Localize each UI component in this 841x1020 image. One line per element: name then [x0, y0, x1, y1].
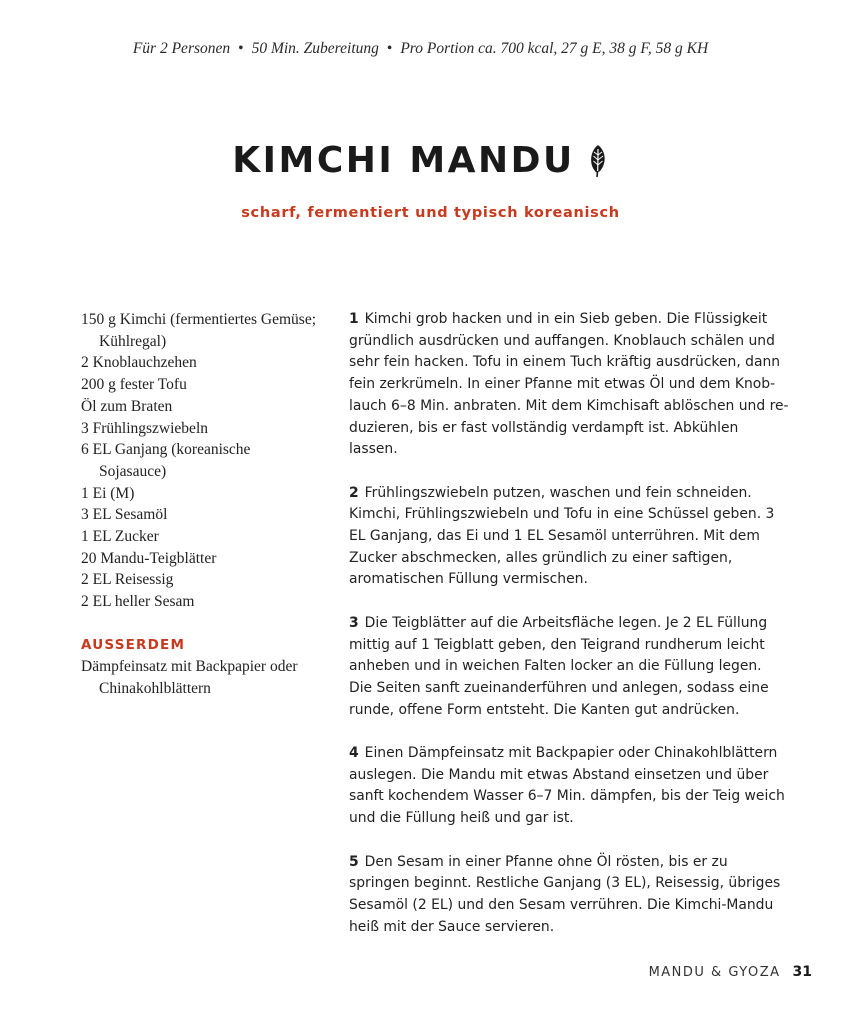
extra-heading: AUSSERDEM — [81, 636, 186, 653]
step-number: 3 — [349, 614, 359, 631]
step-2 — [349, 483, 789, 592]
nutrition-info: Pro Portion ca. 700 kcal, 27 g E, 38 g F, 58 g KH — [400, 40, 709, 57]
ingredient-item: 3 Frühlingszwiebeln — [81, 419, 208, 437]
recipe-title: KIMCHI MANDU — [232, 140, 575, 181]
separator-dot: • — [238, 40, 244, 57]
step-3 — [349, 613, 789, 722]
step-text: Die Teigblätter auf die Arbeitsfläche legen. Je 2 EL Füllung mittig auf 1 Teigblatt geben, den Teigrand rundherum leicht anheben und in weichen Falten locker an die Füllung legen. Die Seiten sanft zueinanderführen und anlegen, sodass eine runde, offene Form entsteht. Die Kanten gut andrücken. — [349, 614, 769, 718]
title-block — [0, 140, 841, 181]
ingredient-item: 2 Knoblauchzehen — [81, 354, 197, 372]
section-title: MANDU & GYOZA — [648, 965, 781, 980]
step-number: 2 — [349, 484, 359, 501]
instructions — [349, 309, 789, 960]
recipe-subtitle: scharf, fermentiert und typisch koreanisch — [241, 205, 620, 221]
step-number: 1 — [349, 311, 359, 327]
step-4 — [349, 743, 789, 830]
step-text: Frühlingszwiebeln putzen, waschen und fein schneiden. Kimchi, Frühlingszwiebeln und Tofu in eine Schüssel geben. 3 EL Ganjang, das Ei und 1 EL Sesamöl unterrühren. Mit dem Zucker abschmecken, alles gründlich zu einer saftigen, aromatischen Füllung vermischen. — [349, 484, 775, 588]
ingredient-item: 6 EL Ganjang (koreanische Sojasauce) — [81, 441, 251, 480]
ingredient-item: 150 g Kimchi (fermentiertes Gemüse; Kühlregal) — [81, 311, 317, 350]
ingredient-item: Öl zum Braten — [81, 397, 173, 415]
ingredient-item: 1 Ei (M) — [81, 484, 135, 502]
ingredient-item: 1 EL Zucker — [81, 528, 159, 546]
step-5 — [349, 852, 789, 939]
ingredients-list — [81, 309, 321, 700]
step-text: Einen Dämpfeinsatz mit Backpapier oder Chinakohlblättern auslegen. Die Mandu mit etwas Abstand einsetzen und über sanft kochendem Wasser 6–7 Min. dämpfen, bis der Teig weich und die Füllung heiß und gar ist. — [349, 745, 785, 827]
ingredient-item: 3 EL Sesamöl — [81, 506, 168, 524]
separator-dot: • — [386, 40, 393, 57]
step-number: 4 — [349, 745, 359, 762]
ingredient-item: 2 EL heller Sesam — [81, 593, 195, 611]
page-footer — [649, 964, 812, 980]
leaf-icon — [587, 143, 609, 179]
recipe-meta — [0, 40, 841, 58]
extra-item: Dämpfeinsatz mit Backpapier oder Chinakohlblättern — [81, 658, 298, 697]
page-number: 31 — [792, 964, 812, 980]
prep-time: 50 Min. Zubereitung — [251, 40, 379, 57]
servings: Für 2 Personen — [132, 40, 231, 57]
step-text: Kimchi grob hacken und in ein Sieb geben. Die Flüssigkeit gründlich ausdrücken und auffangen. Knoblauch schälen und sehr fein hacken. Tofu in einem Tuch kräftig ausdrücken, dann fein zerkrümeln. In einer Pfanne mit etwas Öl und dem Knoblauch 6–8 Min. anbraten. Mit dem Kimchisaft ablöschen und reduzieren, bis er fast vollständig verdampft ist. Abkühlen lassen. — [349, 311, 789, 458]
step-1 — [349, 309, 789, 461]
step-text: Den Sesam in einer Pfanne ohne Öl rösten, bis er zu springen beginnt. Restliche Ganjang (3 EL), Reisessig, übriges Sesamöl (2 EL) und den Sesam verrühren. Die Kimchi-Mandu heiß mit der Sauce servieren. — [349, 853, 781, 935]
ingredient-item: 2 EL Reisessig — [81, 571, 174, 589]
ingredient-item: 20 Mandu-Teigblätter — [81, 549, 217, 567]
step-number: 5 — [349, 853, 359, 870]
ingredient-item: 200 g fester Tofu — [81, 376, 187, 394]
